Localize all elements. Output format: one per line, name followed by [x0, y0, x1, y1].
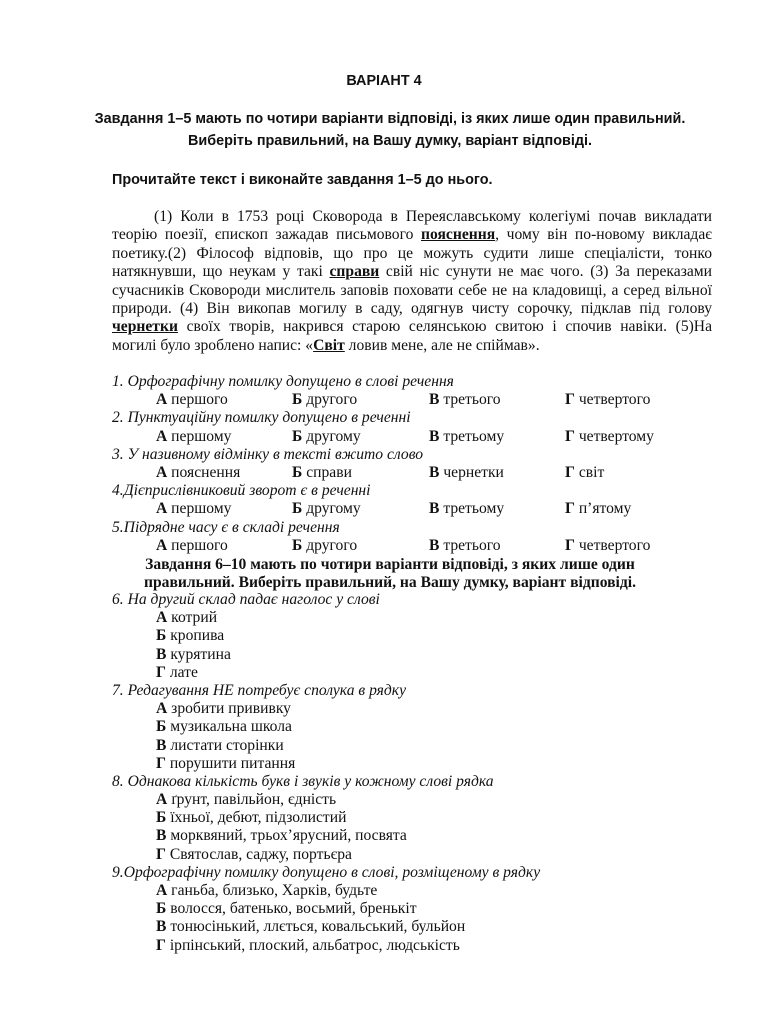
option-h[interactable]: Г четвертого — [565, 536, 651, 554]
option-h[interactable]: Г світ — [565, 463, 605, 481]
option-h[interactable]: Г порушити питання — [156, 754, 296, 772]
passage-sentence-5: ловив мене, але не спіймав». — [344, 336, 540, 354]
option-h[interactable]: Г п’ятому — [565, 500, 632, 518]
keyword-spravy: справи — [329, 263, 380, 281]
option-a[interactable]: А ганьба, близько, Харків, будьте — [156, 882, 378, 899]
passage-sentence-4: своїх творів, накрився старою селянською свитою і спочив навіки. (5)На могилі було зроблено напис: « — [112, 318, 712, 354]
instructions-2-line1: Завдання 6–10 мають по чотири варіанти відповіді, з яких лише один — [145, 556, 635, 573]
questions-1-5 — [112, 373, 722, 555]
question-4 — [112, 482, 722, 518]
option-b[interactable]: Б другому — [292, 427, 361, 445]
keyword-chernetky: чернетки — [112, 318, 178, 336]
question-text: 1. Орфографічну помилку допущено в слові речення — [112, 373, 454, 390]
question-text: 2. Пунктуаційну помилку допущено в реченні — [112, 409, 411, 427]
question-text: 5.Підрядне часу є в складі речення — [112, 518, 340, 536]
answer-options — [112, 537, 722, 555]
question-text: 3. У називному відмінку в тексті вжито слово — [112, 445, 424, 463]
option-b[interactable]: Б другому — [292, 500, 361, 518]
keyword-poyasnennya: пояснення — [421, 226, 496, 244]
instructions-1-line2: Виберіть правильний, на Вашу думку, варіант відповіді. — [188, 133, 592, 149]
option-v[interactable]: В третього — [429, 391, 501, 409]
questions-6-9 — [112, 591, 722, 955]
option-b[interactable]: Б їхньої, дебют, підзолистий — [156, 809, 347, 827]
option-v[interactable]: В чернетки — [429, 463, 504, 481]
answer-options — [112, 428, 722, 446]
passage-sentence-1: (1) Коли в 1753 році Сковорода в Переяславському колегіумі почав викладати теорію поезії, єпископ зажадав письмового — [112, 208, 712, 244]
instructions-1 — [60, 108, 720, 152]
option-a[interactable]: А ґрунт, павільйон, єдність — [156, 791, 337, 809]
reading-passage — [112, 208, 712, 355]
question-8 — [112, 773, 722, 864]
option-h[interactable]: Г четвертого — [565, 391, 651, 409]
question-text: 6. На другий склад падає наголос у слові — [112, 591, 380, 608]
question-1 — [112, 373, 722, 409]
option-a[interactable]: А пояснення — [156, 463, 241, 481]
option-v[interactable]: В третього — [429, 536, 501, 554]
option-h[interactable]: Г четвертому — [565, 427, 654, 445]
answer-options — [112, 464, 722, 482]
question-text: 9.Орфографічну помилку допущено в слові, розміщеному в рядку — [112, 863, 541, 881]
option-b[interactable]: Б кропива — [156, 627, 225, 645]
option-v[interactable]: В курятина — [156, 645, 231, 663]
option-v[interactable]: В морквяний, трьох’ярусний, посвята — [156, 827, 407, 845]
option-h[interactable]: Г ірпінський, плоский, альбатрос, людськість — [156, 936, 460, 954]
question-text: 7. Редагування НЕ потребує сполука в рядку — [112, 681, 407, 699]
variant-title: ВАРІАНТ 4 — [346, 73, 422, 89]
option-v[interactable]: В третьому — [429, 500, 505, 518]
instructions-2 — [60, 556, 720, 592]
question-7 — [112, 682, 722, 773]
answer-options — [112, 500, 722, 518]
option-b[interactable]: Б справи — [292, 463, 352, 481]
answer-options — [112, 391, 722, 409]
option-b[interactable]: Б музикальна школа — [156, 718, 292, 736]
question-text: 4.Дієприслівниковий зворот є в реченні — [112, 482, 371, 500]
instructions-1-line1: Завдання 1–5 мають по чотири варіанти відповіді, із яких лише один правильний. — [94, 111, 686, 127]
option-a[interactable]: А зробити прививку — [156, 700, 291, 718]
option-h[interactable]: Г Святослав, саджу, портьєра — [156, 845, 352, 863]
keyword-svit: Світ — [313, 336, 345, 354]
question-6 — [112, 591, 722, 682]
option-v[interactable]: В третьому — [429, 427, 505, 445]
option-b[interactable]: Б другого — [292, 391, 358, 409]
option-b[interactable]: Б волосся, батенько, восьмий, бренькіт — [156, 900, 417, 918]
question-3 — [112, 446, 722, 482]
option-a[interactable]: А котрий — [156, 609, 218, 627]
passage-sentence-2: , чому він по-новому викладає поетику.(2) Філософ відповів, що про це можуть судити лише спеціалісти, тонко натякнувши, що неукам у такі — [112, 226, 712, 281]
instructions-2-line2: правильний. Виберіть правильний, на Вашу думку, варіант відповіді. — [143, 574, 637, 592]
option-a[interactable]: А першого — [156, 536, 228, 554]
read-instruction: Прочитайте текст і виконайте завдання 1–5 до нього. — [112, 172, 493, 188]
question-2 — [112, 409, 722, 445]
option-a[interactable]: А першого — [156, 391, 228, 409]
option-v[interactable]: В тонюсінький, ллється, ковальський, бульйон — [156, 918, 466, 936]
question-text: 8. Однакова кількість букв і звуків у кожному слові рядка — [112, 772, 494, 790]
option-h[interactable]: Г лате — [156, 663, 198, 681]
question-9 — [112, 864, 722, 955]
option-b[interactable]: Б другого — [292, 536, 358, 554]
option-a[interactable]: А першому — [156, 500, 232, 518]
option-a[interactable]: А першому — [156, 427, 232, 445]
option-v[interactable]: В листати сторінки — [156, 736, 284, 754]
passage-sentence-3: свій ніс сунути не має чого. (3) За переказами сучасників Сковороди мислитель заповів поховати себе не на кладовищі, а серед вільної природи. (4) Він викопав могилу в саду, одягнув чисту сорочку, підклав під голову — [112, 263, 712, 318]
question-5 — [112, 519, 722, 555]
